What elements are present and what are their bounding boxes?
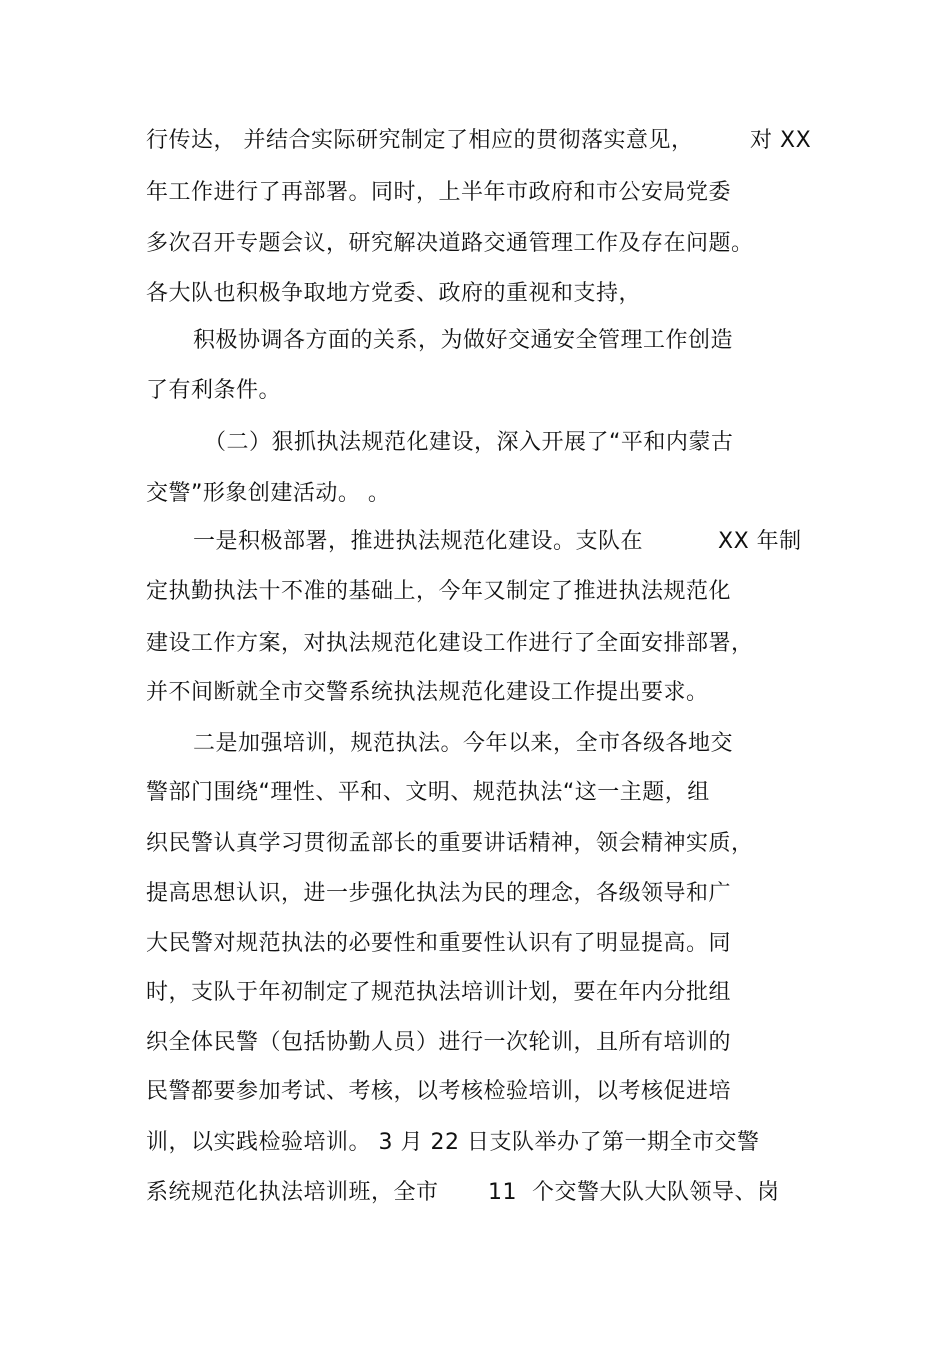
text-line: 行传达， 并结合实际研究制定了相应的贯彻落实意见， bbox=[146, 128, 694, 153]
text-line: 训，以实践检验培训。 3 月 22 日支队举办了第一期全市交警 bbox=[146, 1130, 760, 1155]
text-line: 了有利条件。 bbox=[146, 378, 282, 403]
text-line: 各大队也积极争取地方党委、政府的重视和支持， bbox=[146, 281, 642, 306]
text-line: 警部门围绕“理性、平和、文明、规范执法“这一主题，组 bbox=[146, 780, 710, 805]
text-line: 交警”形象创建活动。 。 bbox=[146, 481, 391, 506]
text-line: 时，支队于年初制定了规范执法培训计划，要在年内分批组 bbox=[146, 980, 732, 1005]
text-line: 织民警认真学习贯彻孟部长的重要讲话精神，领会精神实质， bbox=[146, 831, 754, 856]
text-line: 二是加强培训，规范执法。今年以来，全市各级各地交 bbox=[193, 731, 734, 756]
text-line: 大民警对规范执法的必要性和重要性认识有了明显提高。同 bbox=[146, 931, 732, 956]
text-line: 定执勤执法十不准的基础上，今年又制定了推进执法规范化 bbox=[146, 579, 732, 604]
text-line: 民警都要参加考试、考核，以考核检验培训，以考核促进培 bbox=[146, 1079, 732, 1104]
text-line: XX 年制 bbox=[718, 529, 802, 554]
text-line: 提高思想认识，进一步强化执法为民的理念，各级领导和广 bbox=[146, 881, 732, 906]
text-line: 系统规范化执法培训班，全市 bbox=[146, 1180, 439, 1205]
text-line: 11 个交警大队大队领导、岗 bbox=[488, 1180, 780, 1205]
text-line: 并不间断就全市交警系统执法规范化建设工作提出要求。 bbox=[146, 680, 709, 705]
text-line: （二）狠抓执法规范化建设，深入开展了“平和内蒙古 bbox=[204, 430, 734, 455]
text-line: 建设工作方案，对执法规范化建设工作进行了全面安排部署， bbox=[146, 631, 754, 656]
text-line: 一是积极部署，推进执法规范化建设。支队在 bbox=[193, 529, 644, 554]
text-line: 积极协调各方面的关系，为做好交通安全管理工作创造 bbox=[193, 328, 734, 353]
text-line: 多次召开专题会议，研究解决道路交通管理工作及存在问题。 bbox=[146, 231, 754, 256]
text-line: 对 XX bbox=[750, 128, 812, 153]
text-line: 年工作进行了再部署。同时，上半年市政府和市公安局党委 bbox=[146, 180, 732, 205]
text-line: 织全体民警（包括协勤人员）进行一次轮训，且所有培训的 bbox=[146, 1030, 732, 1055]
